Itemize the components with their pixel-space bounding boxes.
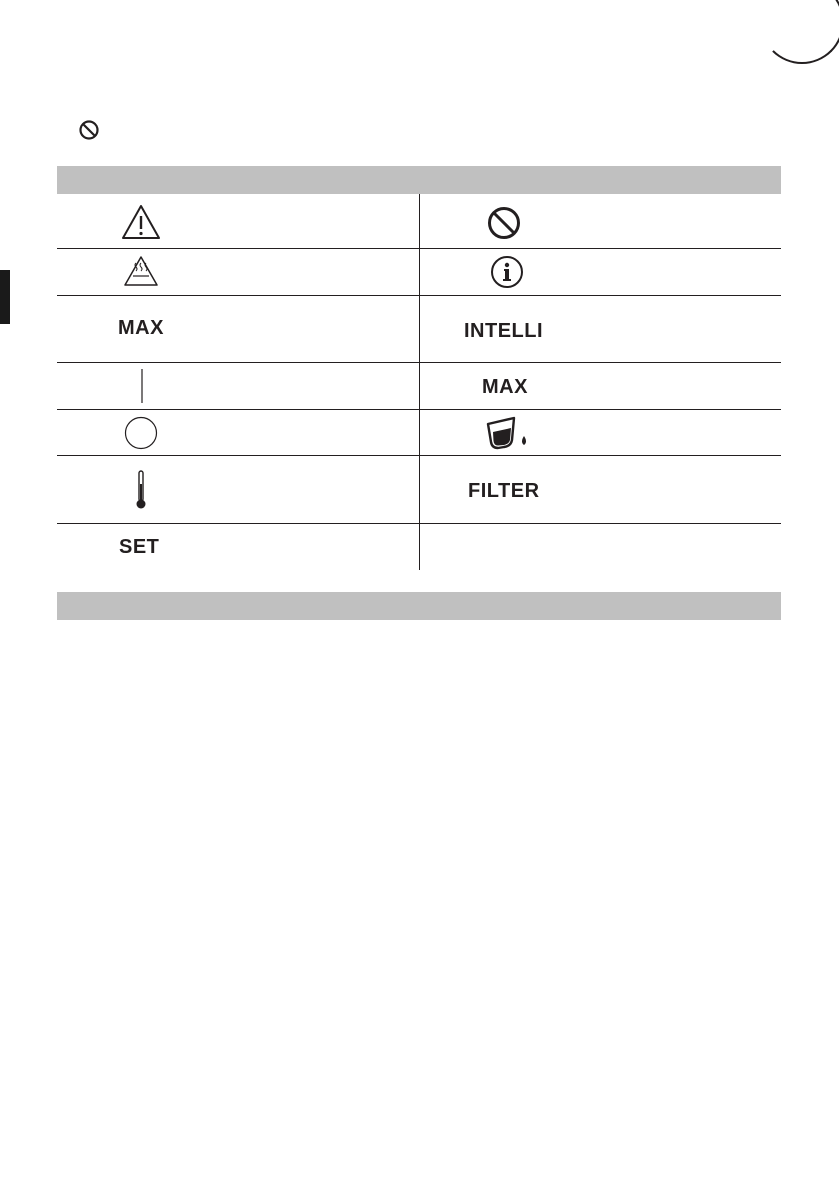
table-row [57,249,781,296]
table-row [57,456,781,524]
table-cell [57,296,419,362]
intelli-label: INTELLI [464,320,544,342]
table-cell [419,249,782,295]
table-cell [419,363,782,409]
page-corner-arc [760,0,839,64]
filter-label: FILTER [468,480,540,502]
table-cell [57,456,419,523]
info-icon [490,255,524,289]
section-header-bar [57,592,781,620]
table-cell [57,524,419,570]
circle-icon [124,416,158,450]
table-cell [57,363,419,409]
prohibited-icon [487,206,521,240]
table-row [57,296,781,363]
vertical-line-icon [141,369,143,403]
max-label: MAX [118,317,164,339]
table-cell [419,296,782,362]
table-row [57,410,781,456]
warning-triangle-icon [121,204,161,240]
table-cell [419,194,782,248]
set-label: SET [119,536,160,558]
table-cell [57,194,419,248]
table-cell [419,410,782,455]
table-cell [57,410,419,455]
symbol-table [57,194,781,570]
max-label: MAX [482,376,528,398]
table-row [57,363,781,410]
descale-cup-icon [484,416,532,450]
thermometer-icon [135,470,147,510]
table-row [57,194,781,249]
section-tab-marker [0,270,10,324]
table-row [57,524,781,570]
section-header-bar [57,166,781,194]
prohibited-icon [78,119,100,141]
table-cell [57,249,419,295]
table-cell [419,524,782,570]
hot-surface-icon [123,255,159,287]
table-cell [419,456,782,523]
